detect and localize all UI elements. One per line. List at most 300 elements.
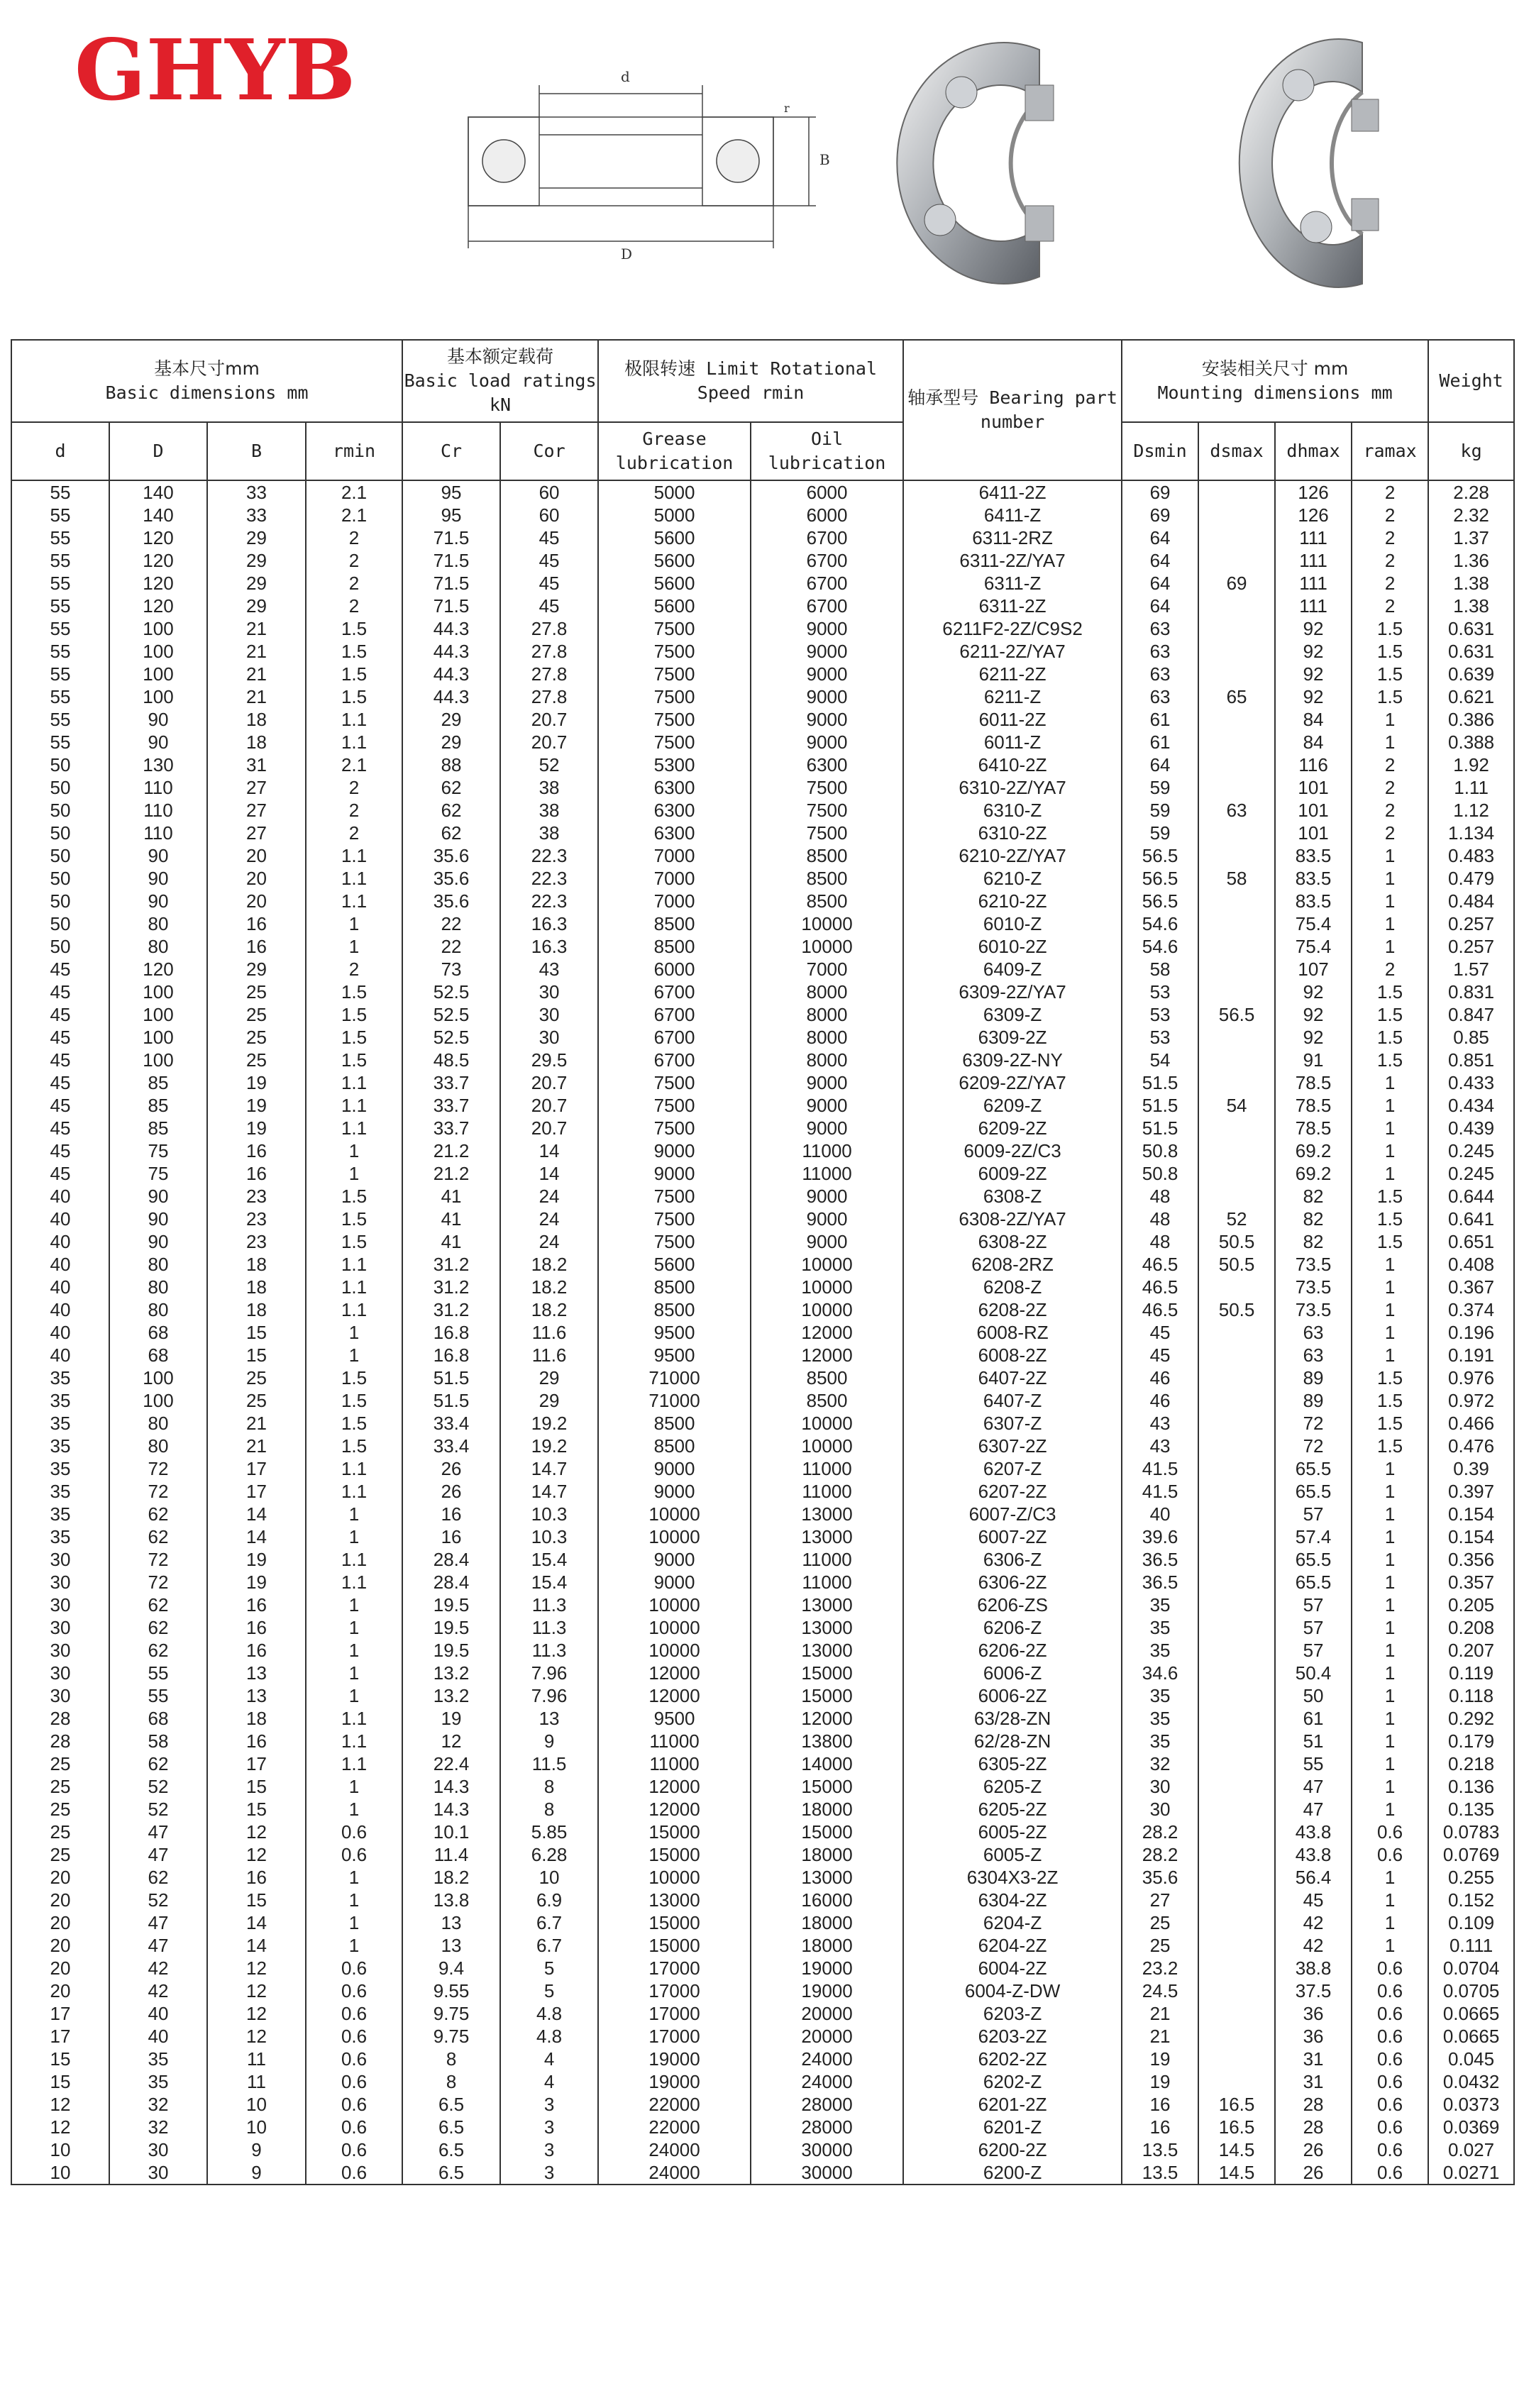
cell-B: 17 — [207, 1752, 306, 1775]
table-row — [11, 663, 1514, 685]
cell-dsmax: 65 — [1198, 685, 1275, 708]
cell-cor: 30 — [500, 981, 598, 1003]
cell-oil-speed: 13000 — [751, 1503, 903, 1525]
cell-weight-kg: 0.045 — [1428, 2048, 1514, 2070]
table-row — [11, 1525, 1514, 1548]
cell-weight-kg: 1.92 — [1428, 753, 1514, 776]
cell-rmin: 1.1 — [306, 1298, 402, 1321]
cell-dsmax — [1198, 890, 1275, 912]
cell-cr: 35.6 — [402, 890, 500, 912]
cell-part-number: 6204-2Z — [903, 1934, 1122, 1957]
cell-rmin: 1 — [306, 912, 402, 935]
cell-dsmax: 16.5 — [1198, 2093, 1275, 2116]
cell-dhmax: 91 — [1275, 1049, 1352, 1071]
cell-B: 16 — [207, 1730, 306, 1752]
cell-dhmax: 82 — [1275, 1185, 1352, 1208]
cell-oil-speed: 30000 — [751, 2161, 903, 2185]
cell-dhmax: 36 — [1275, 2025, 1352, 2048]
cell-ramax: 1 — [1352, 890, 1428, 912]
cell-D: 62 — [109, 1752, 207, 1775]
cell-dhmax: 73.5 — [1275, 1253, 1352, 1276]
cell-dsmin: 21 — [1122, 2025, 1198, 2048]
cell-B: 18 — [207, 731, 306, 753]
table-row — [11, 1730, 1514, 1752]
cell-d: 40 — [11, 1276, 109, 1298]
cell-part-number: 6307-2Z — [903, 1435, 1122, 1457]
cell-rmin: 1.5 — [306, 1230, 402, 1253]
cell-oil-speed: 7000 — [751, 958, 903, 981]
table-row — [11, 685, 1514, 708]
cell-weight-kg: 0.255 — [1428, 1866, 1514, 1889]
cell-weight-kg: 0.483 — [1428, 844, 1514, 867]
cell-dsmin: 59 — [1122, 776, 1198, 799]
cell-dhmax: 38.8 — [1275, 1957, 1352, 1979]
cell-dsmax — [1198, 1049, 1275, 1071]
cell-D: 100 — [109, 685, 207, 708]
cell-grease-speed: 5600 — [598, 526, 751, 549]
cell-oil-speed: 6700 — [751, 526, 903, 549]
cell-cr: 71.5 — [402, 572, 500, 595]
cell-weight-kg: 0.484 — [1428, 890, 1514, 912]
cell-weight-kg: 0.0373 — [1428, 2093, 1514, 2116]
cell-d: 12 — [11, 2093, 109, 2116]
cell-cor: 11.3 — [500, 1639, 598, 1662]
cell-dsmax — [1198, 822, 1275, 844]
cell-rmin: 1.1 — [306, 890, 402, 912]
cell-dsmin: 63 — [1122, 685, 1198, 708]
cell-cr: 11.4 — [402, 1843, 500, 1866]
cell-rmin: 0.6 — [306, 2070, 402, 2093]
cell-dsmax — [1198, 753, 1275, 776]
cell-grease-speed: 10000 — [598, 1639, 751, 1662]
cell-B: 11 — [207, 2070, 306, 2093]
cell-B: 16 — [207, 935, 306, 958]
cell-cr: 95 — [402, 480, 500, 504]
cell-B: 16 — [207, 1616, 306, 1639]
cell-d: 35 — [11, 1503, 109, 1525]
cell-rmin: 1 — [306, 1684, 402, 1707]
cell-dsmax — [1198, 1752, 1275, 1775]
table-row — [11, 595, 1514, 617]
cell-ramax: 2 — [1352, 480, 1428, 504]
cell-oil-speed: 20000 — [751, 2025, 903, 2048]
cell-ramax: 1 — [1352, 1457, 1428, 1480]
cell-cor: 16.3 — [500, 912, 598, 935]
cell-D: 110 — [109, 799, 207, 822]
cell-B: 10 — [207, 2116, 306, 2138]
cell-part-number: 6211-2Z/YA7 — [903, 640, 1122, 663]
cell-rmin: 1 — [306, 1525, 402, 1548]
cell-B: 21 — [207, 640, 306, 663]
cell-ramax: 1.5 — [1352, 685, 1428, 708]
cell-cr: 16.8 — [402, 1344, 500, 1366]
cell-cor: 4.8 — [500, 2002, 598, 2025]
cell-weight-kg: 0.154 — [1428, 1503, 1514, 1525]
cell-D: 32 — [109, 2116, 207, 2138]
cell-cr: 52.5 — [402, 1003, 500, 1026]
cell-rmin: 1.1 — [306, 1276, 402, 1298]
cell-cr: 13 — [402, 1911, 500, 1934]
table-row — [11, 1911, 1514, 1934]
cell-B: 15 — [207, 1889, 306, 1911]
cell-dsmin: 35 — [1122, 1707, 1198, 1730]
cell-part-number: 6210-Z — [903, 867, 1122, 890]
cell-cr: 41 — [402, 1185, 500, 1208]
cell-oil-speed: 18000 — [751, 1934, 903, 1957]
cell-rmin: 1.5 — [306, 617, 402, 640]
cell-d: 35 — [11, 1457, 109, 1480]
cell-dsmax — [1198, 1389, 1275, 1412]
cell-part-number: 6008-2Z — [903, 1344, 1122, 1366]
cell-cor: 14.7 — [500, 1480, 598, 1503]
cell-D: 140 — [109, 504, 207, 526]
cell-part-number: 6311-2Z — [903, 595, 1122, 617]
cell-weight-kg: 0.39 — [1428, 1457, 1514, 1480]
header-mounting-cn: 安装相关尺寸 mm — [1201, 358, 1349, 379]
cell-d: 35 — [11, 1435, 109, 1457]
cell-cor: 8 — [500, 1798, 598, 1821]
table-row — [11, 1457, 1514, 1480]
cell-dsmin: 24.5 — [1122, 1979, 1198, 2002]
cell-grease-speed: 7500 — [598, 1094, 751, 1117]
cell-dsmin: 64 — [1122, 549, 1198, 572]
cell-weight-kg: 0.0665 — [1428, 2025, 1514, 2048]
cell-dsmin: 46.5 — [1122, 1253, 1198, 1276]
cell-ramax: 0.6 — [1352, 2002, 1428, 2025]
cell-D: 30 — [109, 2138, 207, 2161]
cell-d: 45 — [11, 1117, 109, 1139]
cell-cr: 31.2 — [402, 1253, 500, 1276]
cell-dsmin: 36.5 — [1122, 1571, 1198, 1594]
cell-rmin: 2.1 — [306, 753, 402, 776]
cell-B: 12 — [207, 1821, 306, 1843]
cell-oil-speed: 9000 — [751, 685, 903, 708]
table-row — [11, 549, 1514, 572]
cell-dhmax: 73.5 — [1275, 1298, 1352, 1321]
table-row — [11, 1117, 1514, 1139]
cell-grease-speed: 10000 — [598, 1616, 751, 1639]
cell-dsmin: 69 — [1122, 504, 1198, 526]
table-row — [11, 844, 1514, 867]
cell-part-number: 6202-2Z — [903, 2048, 1122, 2070]
cell-grease-speed: 7500 — [598, 685, 751, 708]
table-row — [11, 1389, 1514, 1412]
cell-rmin: 0.6 — [306, 2161, 402, 2185]
cell-grease-speed: 11000 — [598, 1752, 751, 1775]
cell-D: 35 — [109, 2070, 207, 2093]
cell-part-number: 6205-Z — [903, 1775, 1122, 1798]
cell-grease-speed: 9000 — [598, 1548, 751, 1571]
cell-dhmax: 83.5 — [1275, 844, 1352, 867]
cell-grease-speed: 8500 — [598, 1276, 751, 1298]
cell-B: 21 — [207, 1435, 306, 1457]
cell-part-number: 6203-Z — [903, 2002, 1122, 2025]
cell-dsmax — [1198, 1798, 1275, 1821]
cell-dhmax: 92 — [1275, 981, 1352, 1003]
cell-dsmin: 64 — [1122, 572, 1198, 595]
cell-dsmin: 63 — [1122, 617, 1198, 640]
table-row — [11, 617, 1514, 640]
cell-cr: 44.3 — [402, 617, 500, 640]
cell-d: 25 — [11, 1752, 109, 1775]
cell-weight-kg: 1.134 — [1428, 822, 1514, 844]
table-row — [11, 1162, 1514, 1185]
cell-grease-speed: 13000 — [598, 1889, 751, 1911]
table-row — [11, 1366, 1514, 1389]
cell-d: 45 — [11, 1049, 109, 1071]
header-dhmax: dhmax — [1275, 422, 1352, 480]
cell-B: 27 — [207, 822, 306, 844]
cell-grease-speed: 24000 — [598, 2161, 751, 2185]
cell-weight-kg: 1.12 — [1428, 799, 1514, 822]
cell-dsmin: 56.5 — [1122, 890, 1198, 912]
cell-dhmax: 116 — [1275, 753, 1352, 776]
cell-B: 21 — [207, 685, 306, 708]
cell-rmin: 2 — [306, 549, 402, 572]
cell-d: 28 — [11, 1730, 109, 1752]
cell-B: 27 — [207, 799, 306, 822]
cell-rmin: 1 — [306, 1866, 402, 1889]
cell-ramax: 1.5 — [1352, 1230, 1428, 1253]
cell-B: 29 — [207, 526, 306, 549]
cell-dhmax: 28 — [1275, 2093, 1352, 2116]
cell-dsmax — [1198, 844, 1275, 867]
bearing-spec-rows — [11, 480, 1514, 2185]
cell-weight-kg: 0.0432 — [1428, 2070, 1514, 2093]
cell-dsmax — [1198, 708, 1275, 731]
cell-dsmax — [1198, 776, 1275, 799]
cell-cor: 20.7 — [500, 1071, 598, 1094]
cell-dhmax: 82 — [1275, 1230, 1352, 1253]
cell-oil-speed: 10000 — [751, 935, 903, 958]
cell-D: 100 — [109, 1003, 207, 1026]
header-part-number — [903, 340, 1122, 480]
cell-cr: 13.2 — [402, 1662, 500, 1684]
cell-part-number: 6208-2Z — [903, 1298, 1122, 1321]
cell-ramax: 1 — [1352, 731, 1428, 753]
cell-dsmax: 69 — [1198, 572, 1275, 595]
cell-cr: 29 — [402, 708, 500, 731]
cell-cr: 22 — [402, 912, 500, 935]
cell-oil-speed: 18000 — [751, 1843, 903, 1866]
cell-dsmax — [1198, 1639, 1275, 1662]
cell-weight-kg: 0.972 — [1428, 1389, 1514, 1412]
cell-part-number: 6304X3-2Z — [903, 1866, 1122, 1889]
cell-part-number: 6304-2Z — [903, 1889, 1122, 1911]
cell-dhmax: 61 — [1275, 1707, 1352, 1730]
cell-dhmax: 92 — [1275, 663, 1352, 685]
cell-D: 72 — [109, 1457, 207, 1480]
cell-grease-speed: 12000 — [598, 1662, 751, 1684]
cell-dsmax — [1198, 1276, 1275, 1298]
cell-oil-speed: 13000 — [751, 1525, 903, 1548]
cell-dsmin: 28.2 — [1122, 1821, 1198, 1843]
cell-D: 55 — [109, 1662, 207, 1684]
cell-cor: 10.3 — [500, 1503, 598, 1525]
header-dsmax: dsmax — [1198, 422, 1275, 480]
cell-dsmax: 14.5 — [1198, 2138, 1275, 2161]
cell-part-number: 6309-Z — [903, 1003, 1122, 1026]
cell-cor: 45 — [500, 526, 598, 549]
cell-oil-speed: 8000 — [751, 1003, 903, 1026]
cell-dhmax: 56.4 — [1275, 1866, 1352, 1889]
cell-D: 90 — [109, 844, 207, 867]
cell-ramax: 1 — [1352, 1798, 1428, 1821]
cell-cr: 62 — [402, 799, 500, 822]
cell-D: 90 — [109, 890, 207, 912]
cell-ramax: 1 — [1352, 1276, 1428, 1298]
cell-dsmin: 51.5 — [1122, 1117, 1198, 1139]
header-B: B — [207, 422, 306, 480]
cell-part-number: 6009-2Z/C3 — [903, 1139, 1122, 1162]
cell-d: 10 — [11, 2138, 109, 2161]
cell-dhmax: 84 — [1275, 708, 1352, 731]
cell-B: 33 — [207, 504, 306, 526]
cell-dhmax: 101 — [1275, 776, 1352, 799]
cell-weight-kg: 0.0665 — [1428, 2002, 1514, 2025]
cell-part-number: 6306-2Z — [903, 1571, 1122, 1594]
cell-ramax: 1 — [1352, 1480, 1428, 1503]
table-row — [11, 981, 1514, 1003]
cell-dsmax — [1198, 2048, 1275, 2070]
cell-ramax: 1.5 — [1352, 1412, 1428, 1435]
cell-cr: 35.6 — [402, 844, 500, 867]
cell-dhmax: 78.5 — [1275, 1071, 1352, 1094]
cell-D: 90 — [109, 1185, 207, 1208]
cell-dsmax — [1198, 1594, 1275, 1616]
cell-oil-speed: 30000 — [751, 2138, 903, 2161]
cell-rmin: 1.1 — [306, 1480, 402, 1503]
cell-rmin: 1 — [306, 1911, 402, 1934]
cell-cr: 41 — [402, 1208, 500, 1230]
cell-cor: 24 — [500, 1208, 598, 1230]
cell-grease-speed: 8500 — [598, 1435, 751, 1457]
cell-B: 25 — [207, 1049, 306, 1071]
header-grease: Grease lubrication — [598, 422, 751, 480]
cell-B: 20 — [207, 844, 306, 867]
cell-grease-speed: 12000 — [598, 1798, 751, 1821]
cell-B: 25 — [207, 1366, 306, 1389]
cell-part-number: 6309-2Z-NY — [903, 1049, 1122, 1071]
cell-B: 12 — [207, 1843, 306, 1866]
cell-ramax: 1.5 — [1352, 1185, 1428, 1208]
cell-D: 72 — [109, 1571, 207, 1594]
cell-dsmax — [1198, 1117, 1275, 1139]
cell-dsmin: 30 — [1122, 1798, 1198, 1821]
cell-d: 50 — [11, 867, 109, 890]
cell-dsmax: 50.5 — [1198, 1253, 1275, 1276]
cell-grease-speed: 8500 — [598, 935, 751, 958]
cell-oil-speed: 15000 — [751, 1775, 903, 1798]
bearing-photo-angled — [1192, 14, 1440, 312]
cell-oil-speed: 11000 — [751, 1548, 903, 1571]
cell-D: 75 — [109, 1162, 207, 1185]
cell-part-number: 6007-2Z — [903, 1525, 1122, 1548]
cell-weight-kg: 0.111 — [1428, 1934, 1514, 1957]
cell-cr: 33.7 — [402, 1071, 500, 1094]
cell-B: 19 — [207, 1071, 306, 1094]
cell-dhmax: 72 — [1275, 1435, 1352, 1457]
cell-oil-speed: 12000 — [751, 1344, 903, 1366]
cell-d: 10 — [11, 2161, 109, 2185]
cell-rmin: 2 — [306, 799, 402, 822]
cell-part-number: 6411-2Z — [903, 480, 1122, 504]
cell-d: 20 — [11, 1957, 109, 1979]
cell-dsmax — [1198, 1957, 1275, 1979]
cell-weight-kg: 0.408 — [1428, 1253, 1514, 1276]
cell-rmin: 1 — [306, 935, 402, 958]
cell-weight-kg: 0.027 — [1428, 2138, 1514, 2161]
cell-cr: 33.4 — [402, 1435, 500, 1457]
cell-B: 9 — [207, 2138, 306, 2161]
header-basic-dimensions-en: Basic dimensions mm — [105, 382, 309, 403]
cell-dsmax — [1198, 1662, 1275, 1684]
cell-cr: 22.4 — [402, 1752, 500, 1775]
cell-dsmax — [1198, 1979, 1275, 2002]
cell-rmin: 1.5 — [306, 1412, 402, 1435]
cell-B: 33 — [207, 480, 306, 504]
cell-d: 55 — [11, 731, 109, 753]
cell-D: 80 — [109, 1298, 207, 1321]
cell-dhmax: 63 — [1275, 1344, 1352, 1366]
cell-ramax: 2 — [1352, 776, 1428, 799]
cell-part-number: 6004-Z-DW — [903, 1979, 1122, 2002]
cell-weight-kg: 0.196 — [1428, 1321, 1514, 1344]
cell-D: 110 — [109, 822, 207, 844]
cell-dsmin: 35 — [1122, 1594, 1198, 1616]
cell-D: 75 — [109, 1139, 207, 1162]
cell-dhmax: 92 — [1275, 685, 1352, 708]
cell-d: 35 — [11, 1412, 109, 1435]
cell-d: 55 — [11, 708, 109, 731]
header-basic-load — [402, 340, 598, 422]
cell-dsmax: 58 — [1198, 867, 1275, 890]
cell-dhmax: 101 — [1275, 822, 1352, 844]
cell-B: 16 — [207, 1866, 306, 1889]
cell-grease-speed: 8500 — [598, 912, 751, 935]
cell-D: 90 — [109, 867, 207, 890]
cell-part-number: 6208-Z — [903, 1276, 1122, 1298]
table-row — [11, 1594, 1514, 1616]
cell-dsmax — [1198, 1571, 1275, 1594]
cell-oil-speed: 13000 — [751, 1866, 903, 1889]
cell-dsmin: 48 — [1122, 1230, 1198, 1253]
cell-rmin: 1 — [306, 1344, 402, 1366]
cell-dsmin: 39.6 — [1122, 1525, 1198, 1548]
cell-grease-speed: 12000 — [598, 1684, 751, 1707]
cell-cr: 44.3 — [402, 640, 500, 663]
cell-cor: 6.28 — [500, 1843, 598, 1866]
cell-D: 100 — [109, 617, 207, 640]
cell-cor: 9 — [500, 1730, 598, 1752]
cell-grease-speed: 9500 — [598, 1321, 751, 1344]
cell-d: 35 — [11, 1366, 109, 1389]
bearing-spec-table — [11, 339, 1515, 2185]
cell-weight-kg: 0.0369 — [1428, 2116, 1514, 2138]
table-row — [11, 1344, 1514, 1366]
cell-d: 20 — [11, 1889, 109, 1911]
cell-oil-speed: 18000 — [751, 1798, 903, 1821]
cell-part-number: 6409-Z — [903, 958, 1122, 981]
cell-cr: 33.7 — [402, 1117, 500, 1139]
cell-cr: 16 — [402, 1525, 500, 1548]
cell-dsmax — [1198, 1412, 1275, 1435]
cell-dsmin: 45 — [1122, 1321, 1198, 1344]
cell-weight-kg: 0.374 — [1428, 1298, 1514, 1321]
cell-dsmin: 36.5 — [1122, 1548, 1198, 1571]
cell-part-number: 6308-Z — [903, 1185, 1122, 1208]
cell-weight-kg: 0.356 — [1428, 1548, 1514, 1571]
